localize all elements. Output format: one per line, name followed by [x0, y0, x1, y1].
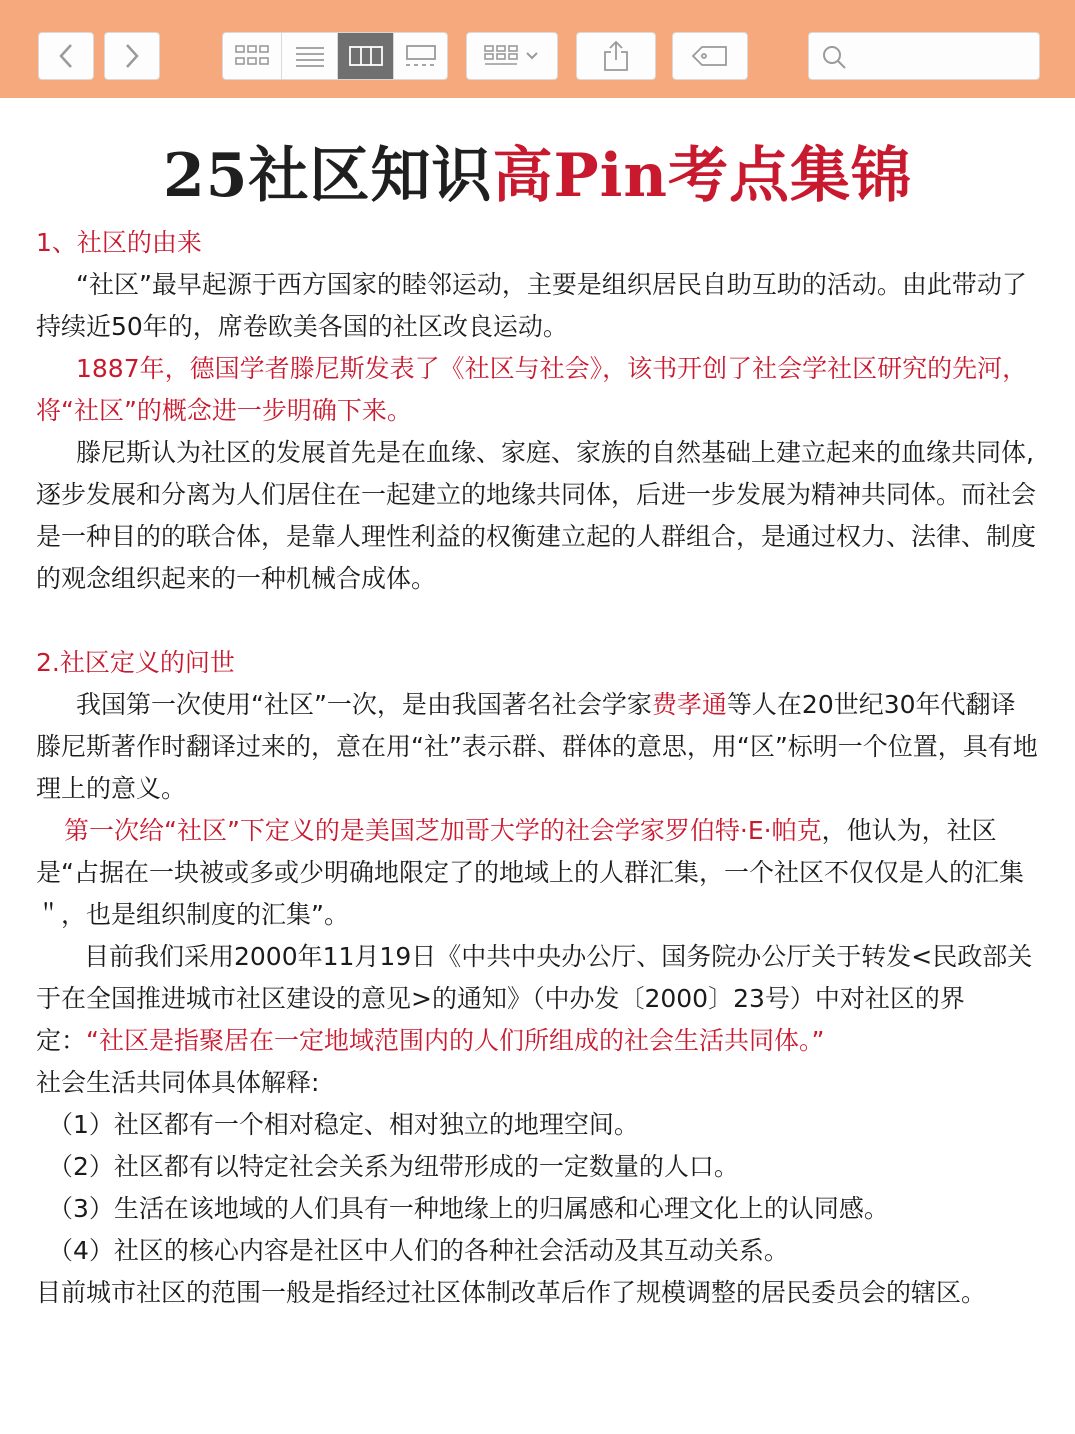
- closing-paragraph: 目前城市社区的范围一般是指经过社区体制改革后作了规模调整的居民委员会的辖区。: [36, 1278, 987, 1307]
- list-view-button[interactable]: [281, 33, 337, 79]
- p1-text-b: 等人在20世纪30年代翻译滕尼斯著作时翻译过来的，意在用“社”表示群、群体的意思，用“区”标明一个位置，具有地理上的意义。: [36, 690, 1038, 803]
- view-mode-group: [222, 32, 448, 80]
- grid-view-icon: [234, 44, 270, 68]
- section-1-paragraph-3: 滕尼斯认为社区的发展首先是在血缘、家庭、家族的自然基础上建立起来的血缘共同体,逐步发展和分离为人们居住在一起建立的地缘共同体，后进一步发展为精神共同体。而社会是一种目的的联合体，是靠人理性利益的权衡建立起的人群组合，是通过权力、法律、制度的观念组织起来的一种机械合成体。: [36, 438, 1037, 593]
- section-1-paragraph-2: 1887年，德国学者滕尼斯发表了《社区与社会》，该书开创了社会学社区研究的先河，将“社区”的概念进一步明确下来。: [36, 354, 1028, 425]
- chevron-right-icon: [123, 43, 141, 69]
- grid-view-button[interactable]: [223, 33, 281, 79]
- title-part-black: 25社区知识: [162, 141, 493, 211]
- gallery-view-button[interactable]: [393, 33, 447, 79]
- list-intro: 社会生活共同体具体解释:: [36, 1068, 320, 1097]
- list-item: （2）社区都有以特定社会关系为纽带形成的一定数量的人口。: [48, 1152, 739, 1181]
- forward-button[interactable]: [104, 32, 160, 80]
- search-icon: [821, 44, 847, 70]
- search-field[interactable]: [808, 32, 1040, 80]
- chevron-left-icon: [57, 43, 75, 69]
- p2-highlight: 第一次给“社区”下定义的是美国芝加哥大学的社会学家罗伯特·E·帕克: [64, 816, 822, 845]
- title-part-red: 高Pin考点集锦: [492, 141, 913, 211]
- section-2-paragraph-2: [36, 810, 1040, 936]
- toolbar: [0, 0, 1075, 98]
- section-1-heading: 1、社区的由来: [36, 228, 202, 257]
- share-button[interactable]: [576, 32, 656, 80]
- list-item: （4）社区的核心内容是社区中人们的各种社会活动及其互动关系。: [48, 1236, 789, 1265]
- tag-icon: [690, 44, 730, 68]
- tag-button[interactable]: [672, 32, 748, 80]
- search-input[interactable]: [857, 41, 1037, 73]
- section-1-paragraph-1: “社区”最早起源于西方国家的睦邻运动，主要是组织居民自助互助的活动。由此带动了持续近50年的，席卷欧美各国的社区改良运动。: [36, 270, 1027, 341]
- section-2-heading: 2.社区定义的问世: [36, 648, 235, 677]
- section-2-paragraph-1: [36, 684, 1040, 810]
- back-button[interactable]: [38, 32, 94, 80]
- column-view-icon: [348, 44, 384, 68]
- section-spacer: [36, 600, 1040, 642]
- column-view-button[interactable]: [337, 33, 393, 79]
- p3-highlight-definition: “社区是指聚居在一定地域范围内的人们所组成的社会生活共同体。”: [86, 1026, 825, 1055]
- group-by-button[interactable]: [466, 32, 558, 80]
- gallery-view-icon: [403, 44, 439, 68]
- p1-highlight-name: 费孝通: [651, 690, 727, 719]
- p3-text: 目前我们采用2000年11月19日《中共中央办公厅、国务院办公厅关于转发<民政部关于在全国推进城市社区建设的意见>的通知》（中办发〔2000〕23号）中对社区的界定：: [36, 942, 1033, 1055]
- list-item: （3）生活在该地域的人们具有一种地缘上的归属感和心理文化上的认同感。: [48, 1194, 889, 1223]
- article-body: [36, 222, 1040, 1314]
- list-view-icon: [294, 44, 326, 68]
- list-item: （1）社区都有一个相对稳定、相对独立的地理空间。: [48, 1110, 639, 1139]
- group-by-icon: [481, 44, 543, 68]
- p1-text-a: 我国第一次使用“社区”一次，是由我国著名社会学家: [76, 690, 652, 719]
- share-icon: [602, 40, 630, 72]
- section-2-paragraph-3: [36, 936, 1040, 1062]
- page-title: [0, 136, 1075, 216]
- explanation-list: [36, 1104, 1040, 1272]
- p2-text: ，他认为，社区是“占据在一块被或多或少明确地限定了的地域上的人群汇集，一个社区不仅仅是人的汇集＂，也是组织制度的汇集”。: [36, 816, 1024, 929]
